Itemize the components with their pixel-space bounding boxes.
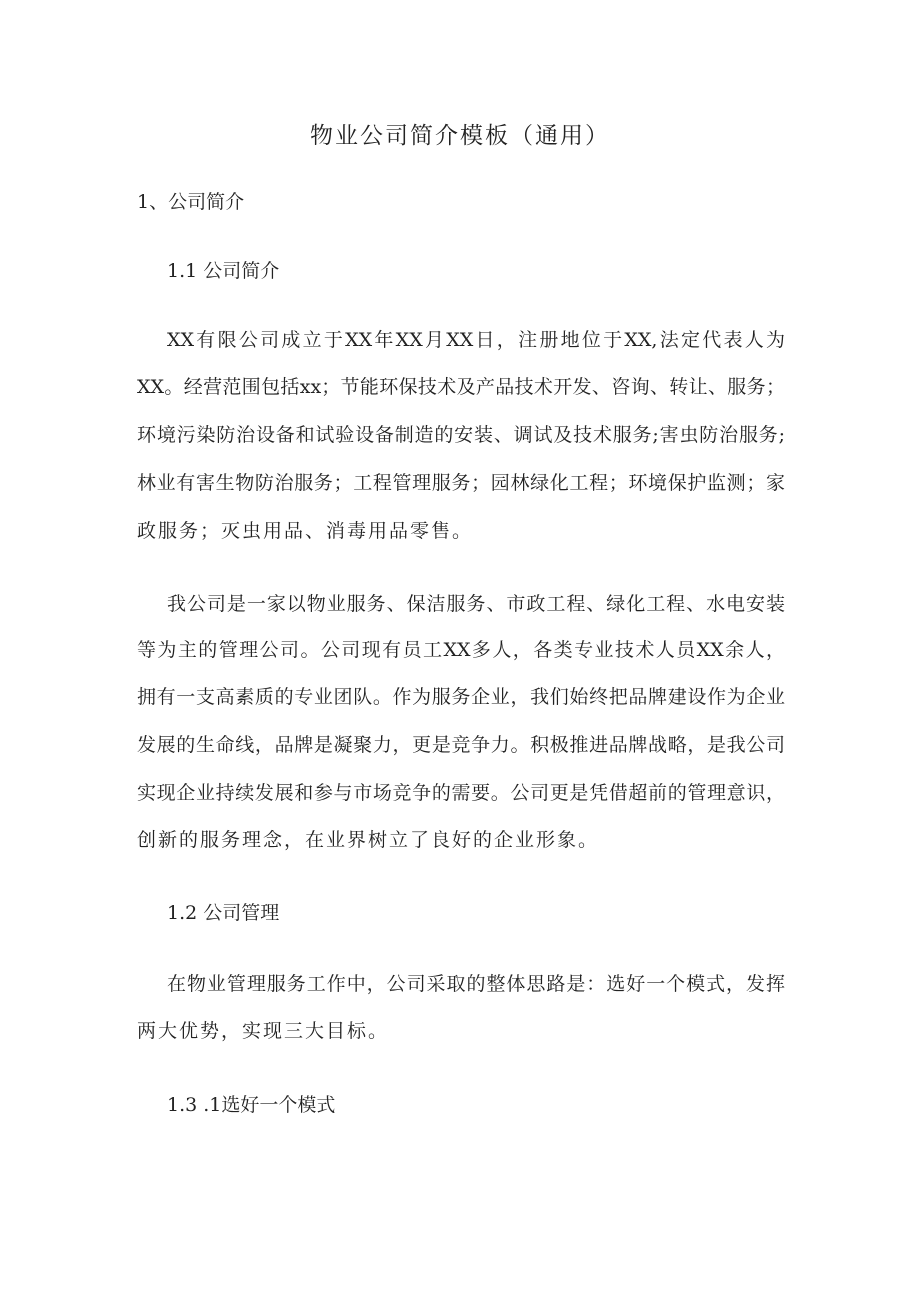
paragraph-line: 两大优势，实现三大目标。 — [137, 1020, 390, 1042]
heading-1: 1、公司简介 — [137, 191, 245, 213]
paragraph-line: 林业有害生物防治服务；工程管理服务；园林绿化工程；环境保护监测；家 — [137, 472, 785, 494]
paragraph-line: 等为主的管理公司。公司现有员工XX多人，各类专业技术人员XX余人， — [137, 639, 785, 661]
paragraph-line: 拥有一支高素质的专业团队。作为服务企业，我们始终把品牌建设作为企业 — [137, 686, 785, 708]
paragraph-line: 政服务；灭虫用品、消毒用品零售。 — [137, 520, 474, 542]
paragraph-line: 我公司是一家以物业服务、保洁服务、市政工程、绿化工程、水电安装 — [167, 593, 785, 615]
paragraph-line: 创新的服务理念，在业界树立了良好的企业形象。 — [137, 829, 600, 851]
paragraph-line: 发展的生命线，品牌是凝聚力，更是竞争力。积极推进品牌战略，是我公司 — [137, 734, 785, 756]
paragraph-line: 实现企业持续发展和参与市场竞争的需要。公司更是凭借超前的管理意识， — [137, 782, 785, 804]
heading-1-3-1: 1.3 .1选好一个模式 — [167, 1094, 336, 1116]
document-title: 物业公司简介模板（通用） — [310, 123, 610, 149]
paragraph-line: 在物业管理服务工作中，公司采取的整体思路是：选好一个模式，发挥 — [167, 973, 785, 995]
paragraph-line: 环境污染防治设备和试验设备制造的安装、调试及技术服务;害虫防治服务; — [137, 424, 785, 446]
heading-1-1: 1.1 公司简介 — [167, 260, 280, 282]
heading-1-2: 1.2 公司管理 — [167, 902, 280, 924]
paragraph-line: XX。经营范围包括xx；节能环保技术及产品技术开发、咨询、转让、服务； — [137, 376, 785, 398]
paragraph-line: XX有限公司成立于XX年XX月XX日，注册地位于XX,法定代表人为 — [167, 329, 785, 351]
